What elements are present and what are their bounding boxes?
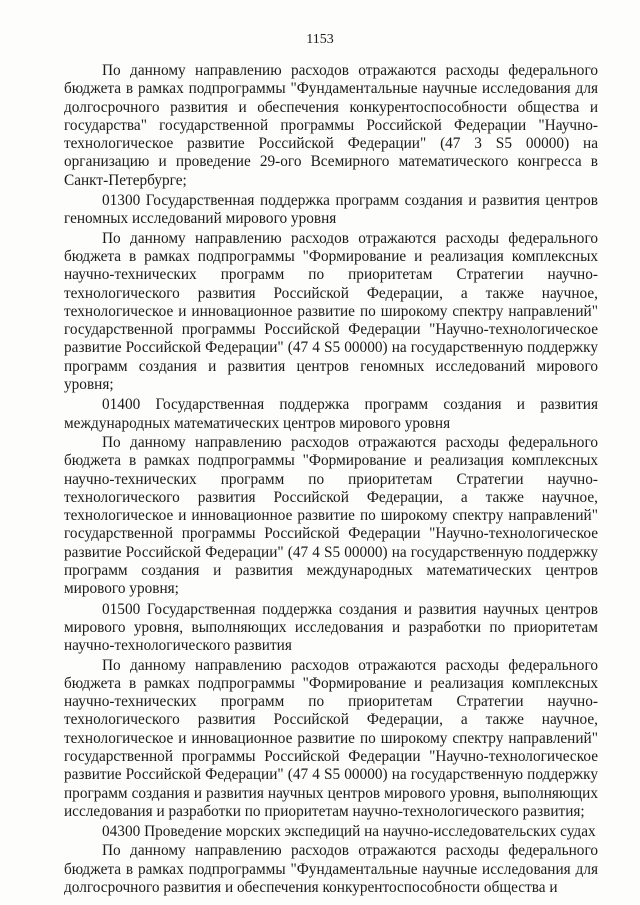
paragraph-expense-description: По данному направлению расходов отражаются расходы федерального бюджета в рамках подпрограммы "Формирование и реализация комплексных научно-технических программ по приоритетам Стратегии научно-технологического развития Российской Федерации, а также научное, технологическое и инновационное развитие по широкому спектру направлений" государственной программы Российской Федерации "Научно-технологическое развитие Российской Федерации" (47 4 S5 00000) на государственную поддержку программ создания и развития международных математических центров мирового уровня; — [64, 433, 598, 598]
document-body — [64, 62, 598, 899]
paragraph-expense-description: По данному направлению расходов отражаются расходы федерального бюджета в рамках подпрограммы "Формирование и реализация комплексных научно-технических программ по приоритетам Стратегии научно-технологического развития Российской Федерации, а также научное, технологическое и инновационное развитие по широкому спектру направлений" государственной программы Российской Федерации "Научно-технологическое развитие Российской Федерации" (47 4 S5 00000) на государственную поддержку программ создания и развития научных центров мирового уровня, выполняющих исследования и разработки по приоритетам научно-технологического развития; — [64, 656, 598, 820]
paragraph-expense-description: По данному направлению расходов отражаются расходы федерального бюджета в рамках подпрограммы "Фундаментальные научные исследования для долгосрочного развития и обеспечения конкурентоспособности общества и государства" государственной программы Российской Федерации "Научно-технологическое развитие Российской Федерации" (47 3 S5 00000) на организацию и проведение 29-ого Всемирного математического конгресса в Санкт-Петербурге; — [64, 62, 598, 189]
page-number: 1153 — [306, 32, 334, 47]
paragraph-expense-description: По данному направлению расходов отражаются расходы федерального бюджета в рамках подпрограммы "Фундаментальные научные исследования для долгосрочного развития и обеспечения конкурентоспособности общества и — [64, 842, 598, 897]
expense-code-heading: 01500 Государственная поддержка создания и развития научных центров мирового уровня, выполняющих исследования и разработки по приоритетам научно-технологического развития — [64, 600, 598, 655]
expense-code-heading: 01300 Государственная поддержка программ создания и развития центров геномных исследований мирового уровня — [64, 192, 598, 228]
expense-code-heading: 04300 Проведение морских экспедиций на научно-исследовательских судах — [102, 823, 596, 841]
expense-code-heading: 01400 Государственная поддержка программ создания и развития международных математических центров мирового уровня — [64, 396, 598, 432]
paragraph-expense-description: По данному направлению расходов отражаются расходы федерального бюджета в рамках подпрограммы "Формирование и реализация комплексных научно-технических программ по приоритетам Стратегии научно-технологического развития Российской Федерации, а также научное, технологическое и инновационное развитие по широкому спектру направлений" государственной программы Российской Федерации "Научно-технологическое развитие Российской Федерации" (47 4 S5 00000) на государственную поддержку программ создания и развития центров геномных исследований мирового уровня; — [64, 229, 598, 394]
